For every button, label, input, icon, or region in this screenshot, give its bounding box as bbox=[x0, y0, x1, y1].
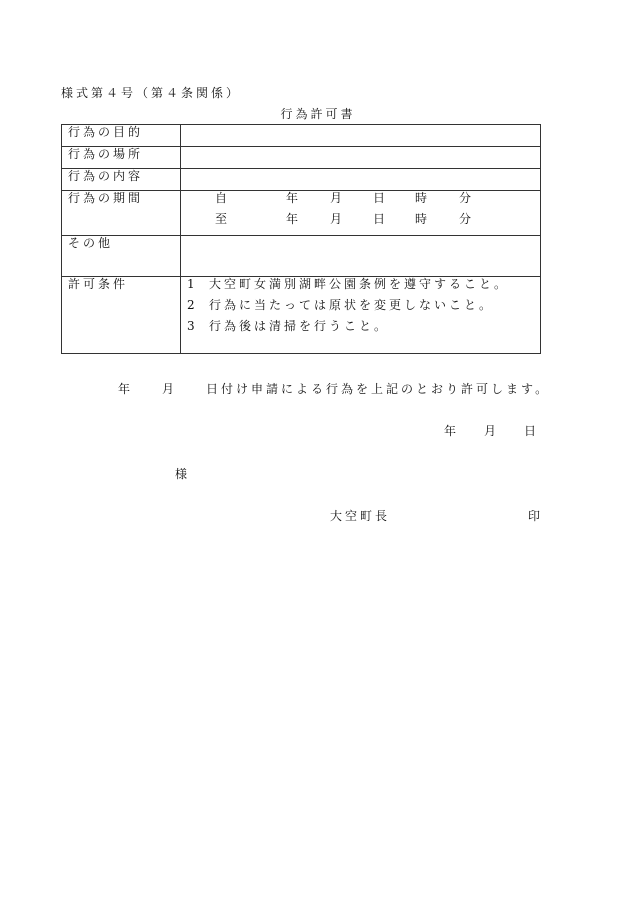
period-to-line bbox=[187, 212, 540, 233]
document-title: 行為許可書 bbox=[280, 107, 356, 121]
period-value-cell bbox=[181, 191, 541, 236]
issuer-name: 大空町長 bbox=[330, 509, 391, 523]
seal-mark: 印 bbox=[528, 509, 544, 523]
condition-text: 行為後は清掃を行うこと。 bbox=[209, 319, 390, 333]
place-value-cell bbox=[181, 147, 541, 169]
row-content bbox=[62, 169, 541, 191]
purpose-value-cell bbox=[181, 125, 541, 147]
period-from-line bbox=[187, 191, 540, 212]
period-to-day: 日 bbox=[373, 212, 389, 226]
condition-text: 大空町女満別湖畔公園条例を遵守すること。 bbox=[209, 277, 510, 291]
period-from-hour: 時 bbox=[415, 191, 431, 205]
row-place bbox=[62, 147, 541, 169]
purpose-label: 行為の目的 bbox=[62, 125, 181, 147]
condition-item bbox=[187, 298, 540, 319]
place-label: 行為の場所 bbox=[62, 147, 181, 169]
issue-year: 年 bbox=[444, 424, 460, 438]
condition-item bbox=[187, 319, 540, 340]
content-label: 行為の内容 bbox=[62, 169, 181, 191]
condition-number: 1 bbox=[187, 277, 198, 291]
period-from-minute: 分 bbox=[459, 191, 475, 205]
period-to-marker: 至 bbox=[215, 212, 231, 226]
row-purpose bbox=[62, 125, 541, 147]
conditions-value-cell bbox=[181, 277, 541, 354]
period-to-hour: 時 bbox=[415, 212, 431, 226]
row-other bbox=[62, 236, 541, 277]
issue-day: 日 bbox=[524, 424, 540, 438]
condition-item bbox=[187, 277, 540, 298]
approval-statement bbox=[118, 382, 550, 396]
condition-text: 行為に当たっては原状を変更しないこと。 bbox=[209, 298, 495, 312]
conditions-label: 許可条件 bbox=[62, 277, 181, 354]
row-period bbox=[62, 191, 541, 236]
period-from-marker: 自 bbox=[215, 191, 231, 205]
condition-number: 2 bbox=[187, 298, 198, 312]
period-label: 行為の期間 bbox=[62, 191, 181, 236]
period-to-month: 月 bbox=[330, 212, 346, 226]
period-from-day: 日 bbox=[373, 191, 389, 205]
statement-month: 月 bbox=[162, 382, 178, 396]
other-value-cell bbox=[181, 236, 541, 277]
period-from-year: 年 bbox=[286, 191, 302, 205]
condition-number: 3 bbox=[187, 319, 198, 333]
form-number-label: 様式第４号（第４条関係） bbox=[61, 86, 242, 100]
statement-year: 年 bbox=[118, 382, 134, 396]
issue-date bbox=[444, 424, 539, 438]
other-label: その他 bbox=[62, 236, 181, 277]
addressee-honorific: 様 bbox=[175, 467, 191, 481]
statement-text: 日付け申請による行為を上記のとおり許可します。 bbox=[206, 382, 551, 396]
period-to-minute: 分 bbox=[459, 212, 475, 226]
period-to-year: 年 bbox=[286, 212, 302, 226]
content-value-cell bbox=[181, 169, 541, 191]
permit-table bbox=[61, 124, 541, 354]
issue-month: 月 bbox=[484, 424, 500, 438]
row-conditions bbox=[62, 277, 541, 354]
period-from-month: 月 bbox=[330, 191, 346, 205]
